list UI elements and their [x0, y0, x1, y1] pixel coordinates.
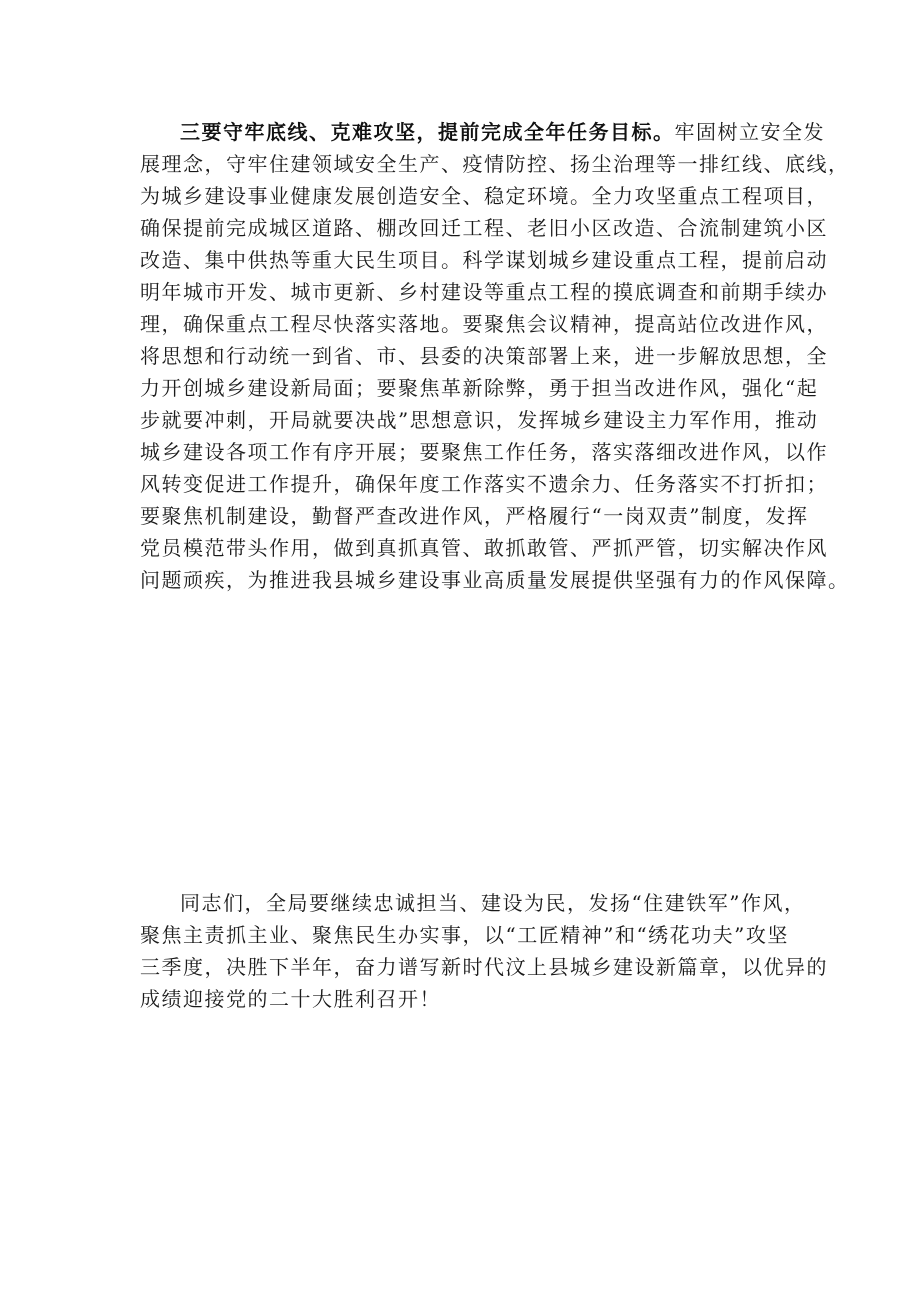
- paragraph-2: [140, 887, 828, 1015]
- paragraph-line: 改造、集中供热等重大民生项目。科学谋划城乡建设重点工程，提前启动: [140, 248, 828, 272]
- paragraph-line: 党员模范带头作用，做到真抓真管、敢抓敢管、严抓严管，切实解决作风: [140, 536, 828, 560]
- paragraph-line: 问题顽疾，为推进我县城乡建设事业高质量发展提供坚强有力的作风保障。: [140, 568, 850, 592]
- paragraph-line: 为城乡建设事业健康发展创造安全、稳定环境。全力攻坚重点工程项目，: [140, 184, 828, 208]
- paragraph-line: 明年城市开发、城市更新、乡村建设等重点工程的摸底调查和前期手续办: [140, 280, 828, 304]
- paragraph-line: 理，确保重点工程尽快落实落地。要聚焦会议精神，提高站位改进作风，: [140, 312, 828, 336]
- paragraph-line: 展理念，守牢住建领域安全生产、疫情防控、扬尘治理等一排红线、底线，: [140, 152, 850, 176]
- paragraph-line: 确保提前完成城区道路、棚改回迁工程、老旧小区改造、合流制建筑小区: [140, 216, 828, 240]
- paragraph-line: 同志们，全局要继续忠诚担当、建设为民，发扬“住建铁军”作风，: [180, 891, 806, 915]
- paragraph-line: 城乡建设各项工作有序开展；要聚焦工作任务，落实落细改进作风，以作: [140, 440, 828, 464]
- paragraph-line: [140, 116, 825, 148]
- paragraph-lead-heading: 三要守牢底线、克难攻坚，提前完成全年任务目标。: [180, 120, 675, 144]
- paragraph-line: 力开创城乡建设新局面；要聚焦革新除弊，勇于担当改进作风，强化“起: [140, 376, 819, 400]
- paragraph-line: 要聚焦机制建设，勤督严查改进作风，严格履行“一岗双责”制度，发挥: [140, 504, 809, 528]
- paragraph-line: 成绩迎接党的二十大胜利召开！: [140, 987, 441, 1011]
- paragraph-line: 风转变促进工作提升，确保年度工作落实不遗余力、任务落实不打折扣；: [140, 472, 828, 496]
- paragraph-line: 步就要冲刺，开局就要决战”思想意识，发挥城乡建设主力军作用，推动: [140, 408, 819, 432]
- paragraph-1: [140, 116, 850, 596]
- paragraph-line: 三季度，决胜下半年，奋力谱写新时代汶上县城乡建设新篇章，以优异的: [140, 955, 828, 979]
- paragraph-line: 聚焦主责抓主业、聚焦民生办实事，以“工匠精神”和“绣花功夫”攻坚: [140, 923, 789, 947]
- paragraph-line: 将思想和行动统一到省、市、县委的决策部署上来，进一步解放思想，全: [140, 344, 828, 368]
- paragraph-line-text: 牢固树立安全发: [674, 120, 825, 144]
